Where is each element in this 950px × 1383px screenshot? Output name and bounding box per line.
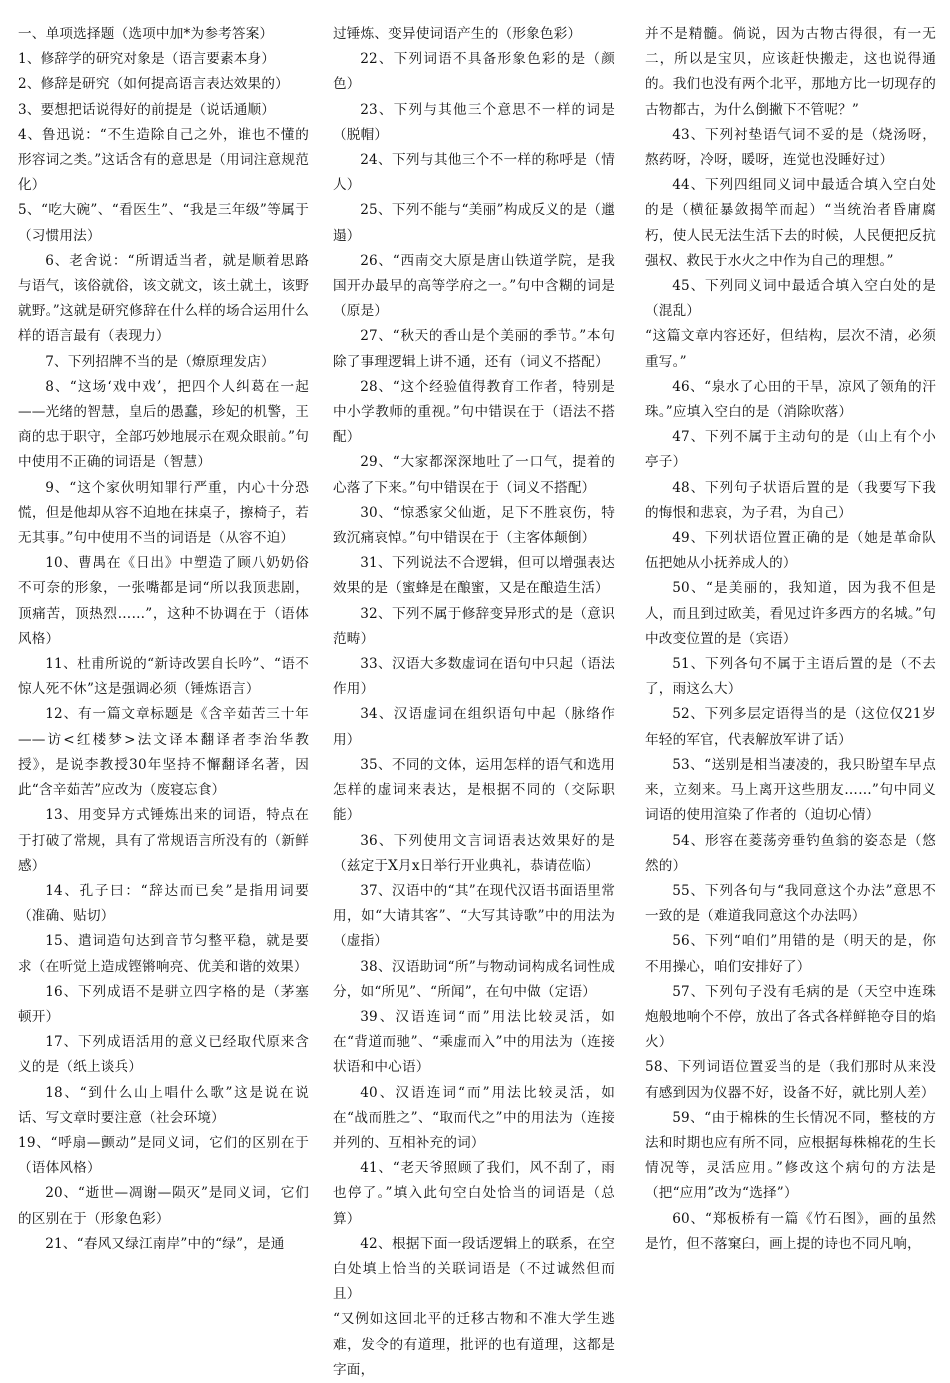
question-paragraph: 18、“到什么山上唱什么歌”这是说在说话、写文章时要注意（社会环境） xyxy=(18,1084,309,1126)
question-paragraph: 43、下列衬垫语气词不妥的是（烧汤呀，熬药呀，冷呀，暖呀，连觉也没睡好过） xyxy=(645,126,936,169)
question-paragraph: 46、“泉水了心田的干旱，凉风了领角的汗珠。”应填入空白的是（消除吹落） xyxy=(645,378,936,421)
text-column-middle xyxy=(333,22,615,1383)
question-paragraph: 9、“这个家伙明知罪行严重，内心十分恐慌，但是他却从容不迫地在抹桌子，擦椅子，若无其事。”句中使用不当的词语是（从容不迫） xyxy=(18,479,309,547)
question-paragraph: 21、“春风又绿江南岸”中的“绿”，是通 xyxy=(45,1235,285,1252)
question-paragraph: 20、“逝世—凋谢—陨灭”是同义词，它们的区别在于（形象色彩） xyxy=(18,1185,309,1227)
question-paragraph: 10、曹禺在《日出》中塑造了顾八奶奶俗不可奈的形象，一张嘴都是词“所以我顶悲剧，顶痛苦，顶热烈……”，这种不协调在于（语体风格） xyxy=(18,555,309,647)
question-paragraph: 16、下列成语不是骈立四字格的是（茅塞顿开） xyxy=(18,983,309,1025)
question-paragraph: 49、下列状语位置正确的是（她是革命队伍把她从小抚养成人的） xyxy=(645,530,936,572)
question-paragraph: 60、“郑板桥有一篇《竹石图》，画的虽然是竹，但不落窠臼，画上提的诗也不同凡响， xyxy=(645,1210,936,1252)
question-paragraph: 5、“吃大碗”、“看医生”、“我是三年级”等属于（习惯用法） xyxy=(18,202,309,244)
question-paragraph: 过锤炼、变异使词语产生的（形象色彩） xyxy=(333,26,582,42)
question-paragraph: 31、下列说法不合逻辑，但可以增强表达效果的是（蜜蜂是在酿蜜，又是在酿造生活） xyxy=(333,555,615,597)
question-paragraph: 58、下列词语位置妥当的是（我们那时从来没有感到因为仪器不好，设备不好，就比别人差） xyxy=(645,1059,936,1101)
question-paragraph: 12、有一篇文章标题是《含辛茹苦三十年——访<红楼梦>法文译本翻译者李治华教授》，是说李教授30年坚持不懈翻译名著，因此“含辛茹苦”应改为（废寝忘食） xyxy=(18,706,309,799)
question-paragraph: 53、“送别是相当凄凌的，我只盼望车早点来，立刻来。马上离开这些朋友……”句中同义词语的使用渲染了作者的（迫切心情） xyxy=(645,756,936,824)
question-paragraph: 56、下列“咱们”用错的是（明天的是，你不用操心，咱们安排好了） xyxy=(645,933,936,975)
question-paragraph: 15、遣词造句达到音节匀整平稳，就是要求（在听觉上造成铿锵响亮、优美和谐的效果） xyxy=(18,933,309,975)
question-paragraph: 59、“由于棉株的生长情况不同，整枝的方法和时期也应有所不同，应根据每株棉花的生长情况等，灵活应用。”修改这个病句的方法是（把“应用”改为“选择”） xyxy=(645,1109,936,1202)
question-paragraph: 3、要想把话说得好的前提是（说话通顺） xyxy=(18,101,276,118)
question-paragraph: 52、下列多层定语得当的是（这位仅21岁年轻的军官，代表解放军讲了话） xyxy=(645,706,936,748)
text-column-left xyxy=(18,22,309,1257)
question-paragraph: 30、“惊悉家父仙逝，足下不胜哀伤，特致沉痛哀悼。”句中错误在于（主客体颠倒） xyxy=(333,504,615,547)
question-paragraph: 27、“秋天的香山是个美丽的季节。”本句除了事理逻辑上讲不通，还有（词义不搭配） xyxy=(333,328,615,370)
question-paragraph: “又例如这回北平的迁移古物和不准大学生逃难，发令的有道理，批评的也有道理，这都是字面， xyxy=(333,1311,615,1378)
question-paragraph: 14、孔子曰：“辞达而已矣”是指用词要（准确、贴切） xyxy=(18,882,309,925)
question-paragraph: 41、“老天爷照顾了我们，风不刮了，雨也停了。”填入此句空白处恰当的词语是（总算） xyxy=(333,1160,615,1227)
question-paragraph: 22、下列词语不具备形象色彩的是（颜色） xyxy=(333,51,615,93)
question-paragraph: 33、汉语大多数虚词在语句中只起（语法作用） xyxy=(333,656,615,698)
text-column-right xyxy=(645,22,936,1257)
question-paragraph: 39、汉语连词“而”用法比较灵活，如在“背道而驰”、“乘虚而入”中的用法为（连接状语和中心语） xyxy=(333,1008,615,1076)
question-paragraph: 7、下列招牌不当的是（燎原理发店） xyxy=(45,353,275,370)
question-paragraph: 38、汉语助词“所”与物动词构成名词性成分，如“所见”、“所闻”，在句中做（定语） xyxy=(333,958,615,1000)
question-paragraph: 一、单项选择题（选项中加*为参考答案） xyxy=(18,26,274,42)
question-paragraph: 50、“是美丽的，我知道，因为我不但是人，而且到过欧美，看见过许多西方的名城。”句中改变位置的是（宾语） xyxy=(645,580,936,647)
question-paragraph: 57、下列句子没有毛病的是（天空中连珠炮般地响个不停，放出了各式各样鲜艳夺目的焰火） xyxy=(645,983,936,1051)
question-paragraph: 48、下列句子状语后置的是（我要写下我的悔恨和悲哀，为子君，为自己） xyxy=(645,479,936,521)
question-paragraph: 40、汉语连词“而”用法比较灵活，如在“战而胜之”、“取而代之”中的用法为（连接并列的、互相补充的词） xyxy=(333,1084,615,1151)
question-paragraph: 29、“大家都深深地吐了一口气，提着的心落了下来。”句中错误在于（词义不搭配） xyxy=(333,454,615,496)
question-paragraph: 25、下列不能与“美丽”构成反义的是（邋遢） xyxy=(333,202,615,244)
question-paragraph: 47、下列不属于主动句的是（山上有个小亭子） xyxy=(645,429,936,471)
question-paragraph: 19、“呼扇—颤动”是同义词，它们的区别在于（语体风格） xyxy=(18,1134,309,1177)
question-paragraph: 28、“这个经验值得教育工作者，特别是中小学教师的重视。”句中错误在于（语法不搭配） xyxy=(333,378,615,446)
question-paragraph: 35、不同的文体，运用怎样的语气和选用怎样的虚词来表达，是根据不同的（交际职能） xyxy=(333,756,615,824)
question-paragraph: 51、下列各句不属于主语后置的是（不去了，雨这么大） xyxy=(645,656,936,698)
question-paragraph: 24、下列与其他三个不一样的称呼是（情人） xyxy=(333,152,615,194)
question-paragraph: 6、老舍说：“所谓适当者，就是顺着思路与语气，该俗就俗，该文就文，该土就土，该野就野。”这就是研究修辞在什么样的场合运用什么样的语言最有（表现力） xyxy=(18,252,309,345)
question-paragraph: 32、下列不属于修辞变异形式的是（意识范畴） xyxy=(333,605,615,647)
question-paragraph: 13、用变异方式锤炼出来的词语，特点在于打破了常规，具有了常规语言所没有的（新鲜感） xyxy=(18,807,309,874)
question-paragraph: 34、汉语虚词在组织语句中起（脉络作用） xyxy=(333,706,615,748)
question-paragraph: 2、修辞是研究（如何提高语言表达效果的） xyxy=(18,76,289,93)
question-paragraph: 17、下列成语活用的意义已经取代原来含义的是（纸上谈兵） xyxy=(18,1034,309,1076)
question-paragraph: 4、鲁迅说：“不生造除自己之外，谁也不懂的形容词之类。”这话含有的意思是（用词注意规范化） xyxy=(18,126,309,194)
question-paragraph: 45、下列同义词中最适合填入空白处的是（混乱） xyxy=(645,278,936,320)
question-paragraph: 8、“这场‘戏中戏’，把四个人纠葛在一起——光绪的智慧，皇后的愚蠢，珍妃的机警，王商的忠于职守，全部巧妙地展示在观众眼前。”句中使用不正确的词语是（智慧） xyxy=(18,378,309,471)
question-paragraph: 23、下列与其他三个意思不一样的词是（脱帽） xyxy=(333,101,615,143)
question-paragraph: 26、“西南交大原是唐山铁道学院，是我国开办最早的高等学府之一。”句中含糊的词是（原是） xyxy=(333,252,615,320)
question-paragraph: 1、修辞学的研究对象是（语言要素本身） xyxy=(18,51,276,68)
question-paragraph: 36、下列使用文言词语表达效果好的是（兹定于X月x日举行开业典礼，恭请莅临） xyxy=(333,832,615,874)
question-paragraph: 37、汉语中的“其”在现代汉语书面语里常用，如“大请其客”、“大写其诗歌”中的用法为（虚指） xyxy=(333,882,615,950)
question-paragraph: 并不是精髓。倘说，因为古物古得很，有一无二，所以是宝贝，应该赶快搬走，这也说得通的。我们也没有两个北平，那地方比一切现存的古物都古，为什么倒撇下不管呢？” xyxy=(645,26,936,118)
question-paragraph: 44、下列四组同义词中最适合填入空白处的是（横征暴敛揭竿而起）“当统治者昏庸腐朽，使人民无法生活下去的时候，人民便把反抗强权、救民于水火之中作为自己的理想。” xyxy=(645,177,936,269)
question-paragraph: 42、根据下面一段话逻辑上的联系，在空白处填上恰当的关联词语是（不过诚然但而且） xyxy=(333,1235,615,1303)
question-paragraph: “这篇文章内容还好，但结构，层次不清，必须重写。” xyxy=(645,328,936,370)
question-paragraph: 11、杜甫所说的“新诗改罢自长吟”、“语不惊人死不休”这是强调必须（锤炼语言） xyxy=(18,656,309,698)
question-paragraph: 55、下列各句与“我同意这个办法”意思不一致的是（难道我同意这个办法吗） xyxy=(645,882,936,925)
question-paragraph: 54、形容在菱荡旁垂钓鱼翁的姿态是（悠然的） xyxy=(645,832,936,874)
